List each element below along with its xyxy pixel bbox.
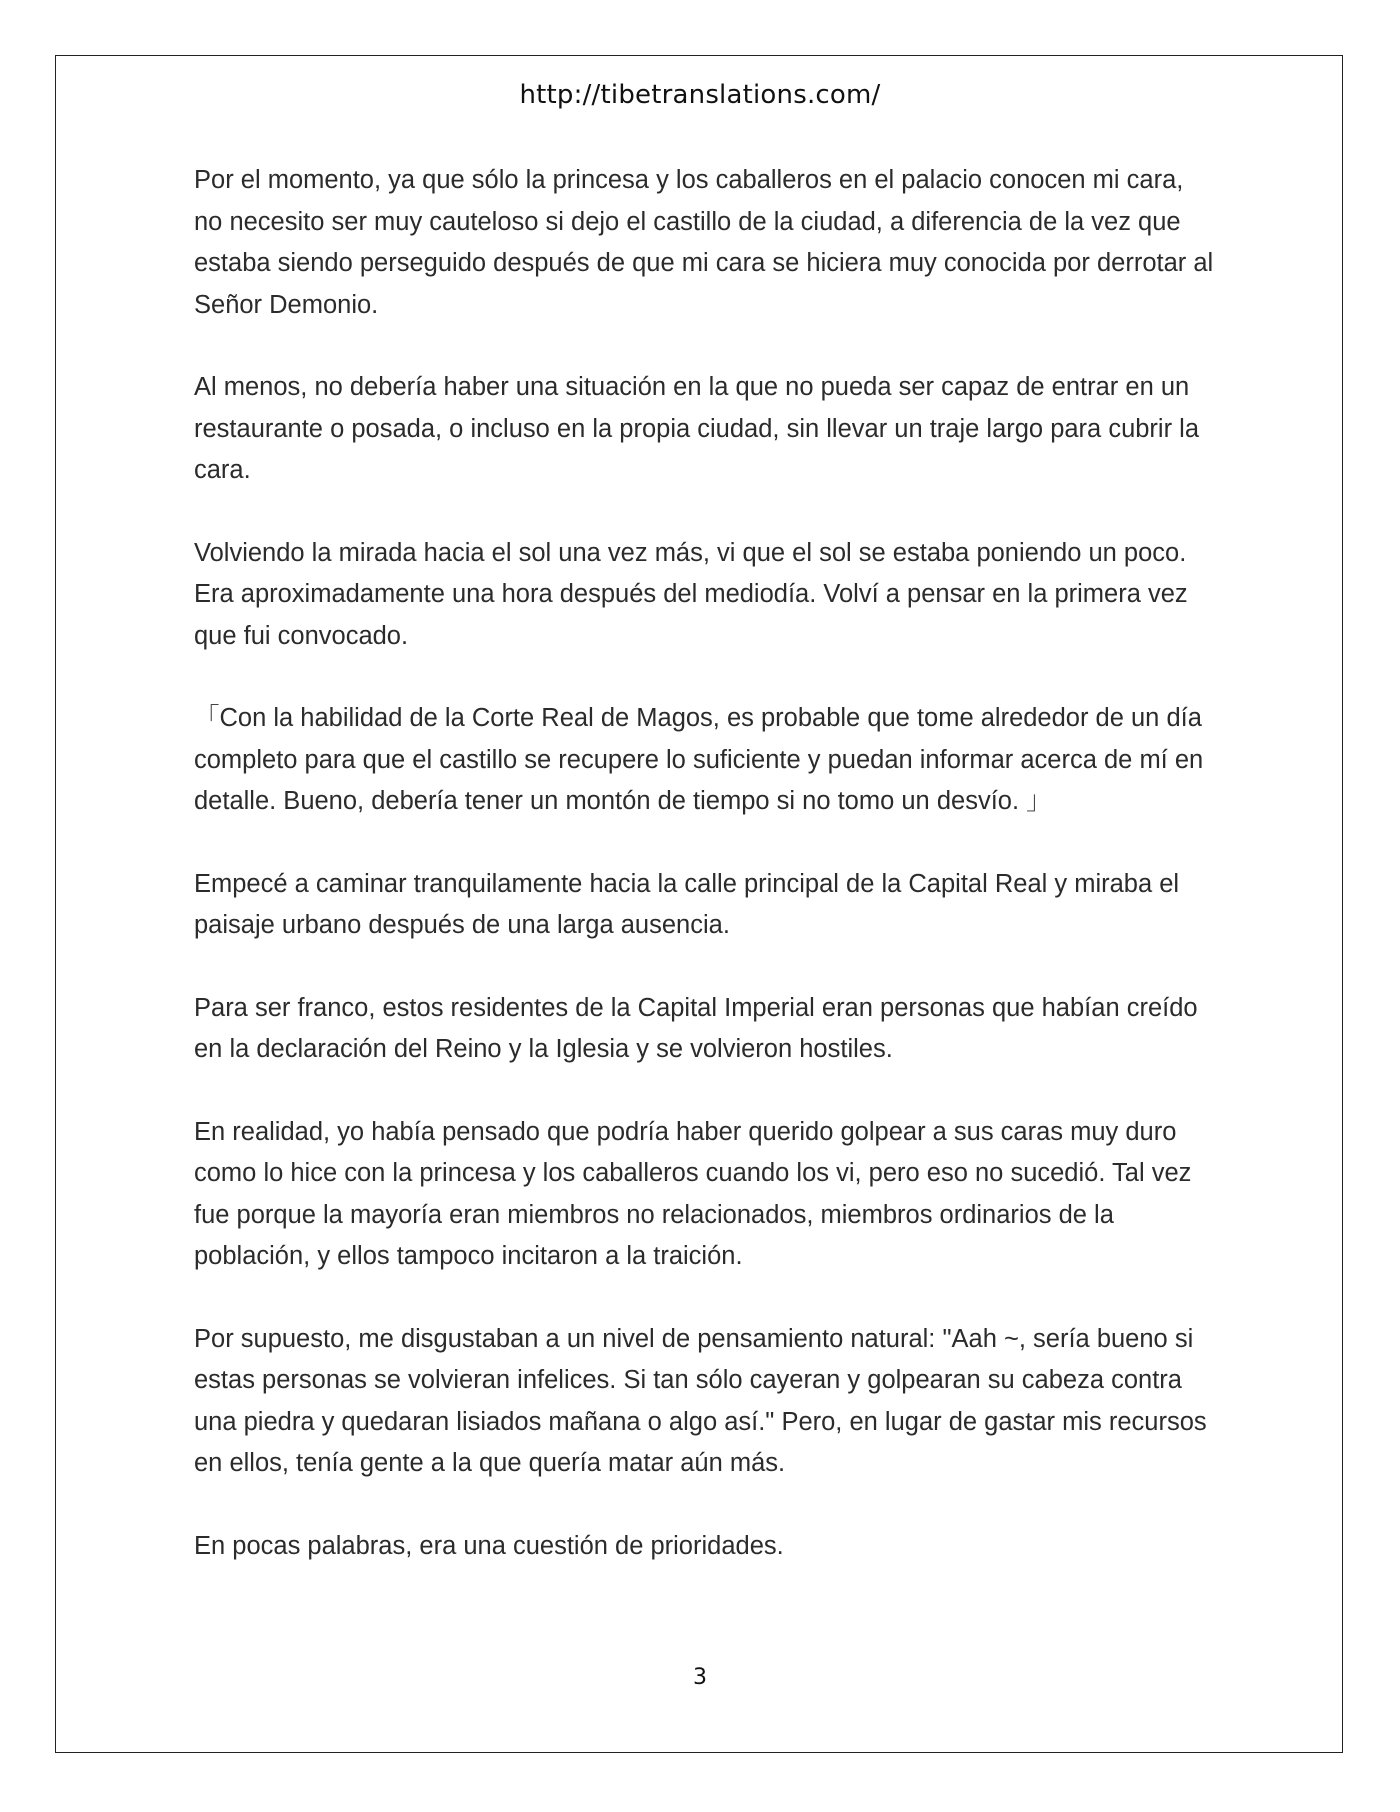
paragraph: En realidad, yo había pensado que podría haber querido golpear a sus caras muy duro como lo hice con la princesa y los caballeros cuando los vi, pero eso no sucedió. Tal vez fue porque la mayoría eran miembros no relacionados, miembros ordinarios de la población, y ellos tampoco incitaron a la traición. bbox=[194, 1117, 1192, 1270]
paragraph: Por el momento, ya que sólo la princesa y los caballeros en el palacio conocen mi cara, no necesito ser muy cauteloso si dejo el castillo de la ciudad, a diferencia de la vez que estaba siendo perseguido después de que mi cara se hiciera muy conocida por derrotar al Señor Demonio. bbox=[194, 166, 1214, 319]
paragraph: Por supuesto, me disgustaban a un nivel de pensamiento natural: "Aah ~, sería bueno si estas personas se volvieran infelices. Si tan sólo cayeran y golpearan su cabeza contra una piedra y quedaran lisiados mañana o algo así." Pero, en lugar de gastar mis recursos en ellos, tenía gente a la que quería matar aún más. bbox=[194, 1324, 1207, 1477]
header-url: http://tibetranslations.com/ bbox=[519, 80, 881, 110]
paragraph: Empecé a caminar tranquilamente hacia la calle principal de la Capital Real y miraba el paisaje urbano después de una larga ausencia. bbox=[194, 869, 1180, 939]
document-body bbox=[194, 160, 1214, 1567]
page-number: 3 bbox=[693, 1665, 707, 1690]
paragraph: Volviendo la mirada hacia el sol una vez más, vi que el sol se estaba poniendo un poco. Era aproximadamente una hora después del mediodía. Volví a pensar en la primera vez que fui convocado. bbox=[194, 538, 1188, 650]
paragraph: En pocas palabras, era una cuestión de prioridades. bbox=[194, 1531, 784, 1560]
paragraph: Al menos, no debería haber una situación en la que no pueda ser capaz de entrar en un restaurante o posada, o incluso en la propia ciudad, sin llevar un traje largo para cubrir la cara. bbox=[194, 373, 1200, 484]
paragraph: Para ser franco, estos residentes de la Capital Imperial eran personas que habían creído en la declaración del Reino y la Iglesia y se volvieron hostiles. bbox=[194, 993, 1198, 1063]
paragraph: 「Con la habilidad de la Corte Real de Magos, es probable que tome alrededor de un día completo para que el castillo se recupere lo suficiente y puedan informar acerca de mí en detalle. Bueno, debería tener un montón de tiempo si no tomo un desvío. 」 bbox=[194, 704, 1204, 815]
